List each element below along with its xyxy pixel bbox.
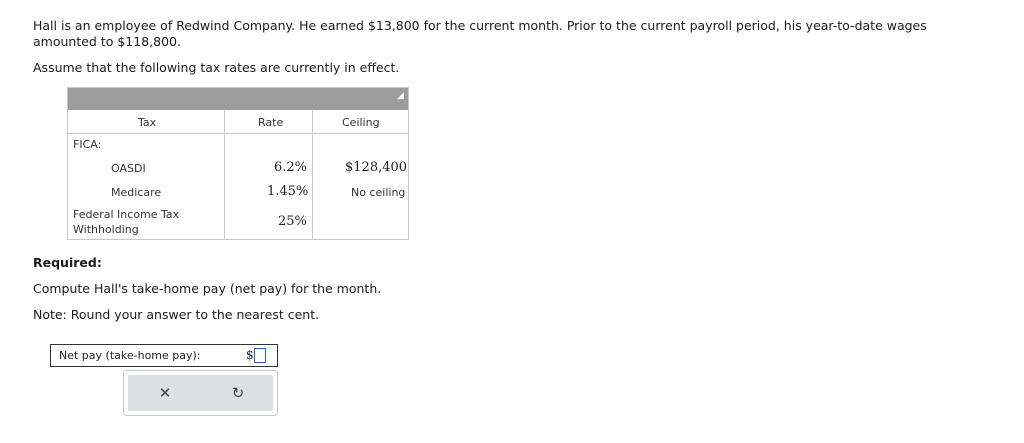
reset-icon[interactable]: ↻	[231, 384, 245, 402]
column-header-rate: Rate	[258, 116, 284, 129]
tax-rates-table	[67, 87, 409, 240]
answer-controls	[123, 370, 278, 416]
rate-medicare: 1.45%	[267, 184, 309, 199]
ceiling-medicare: No ceiling	[351, 186, 406, 199]
problem-intro: Hall is an employee of Redwind Company. He earned $13,800 for the current month. Prior to the current payroll period, his year-to-date wages amounted to $118,800.	[33, 18, 927, 49]
corner-mark-icon: ◢	[397, 91, 404, 101]
required-instruction: Compute Hall's take-home pay (net pay) for the month.	[33, 281, 382, 296]
rate-oasdi: 6.2%	[274, 160, 308, 175]
tax-name-federal-line1: Federal Income Tax	[73, 208, 180, 221]
required-heading: Required:	[33, 255, 102, 270]
fica-label: FICA:	[73, 138, 102, 151]
column-header-ceiling: Ceiling	[342, 116, 380, 129]
clear-icon[interactable]: ✕	[158, 384, 172, 402]
tax-name-medicare: Medicare	[111, 186, 162, 199]
tax-name-federal-line2: Withholding	[73, 223, 139, 236]
net-pay-input[interactable]	[254, 348, 266, 363]
ceiling-oasdi: $128,400	[345, 160, 408, 175]
net-pay-label: Net pay (take-home pay):	[59, 349, 201, 362]
column-header-tax: Tax	[138, 116, 157, 129]
tax-name-oasdi: OASDI	[111, 162, 146, 175]
problem-assumption: Assume that the following tax rates are currently in effect.	[33, 60, 400, 75]
rate-federal: 25%	[278, 214, 307, 229]
rounding-note: Note: Round your answer to the nearest cent.	[33, 307, 320, 322]
table-header-bar	[68, 88, 408, 110]
net-pay-answer-box	[50, 344, 278, 367]
currency-symbol: $	[246, 348, 254, 362]
